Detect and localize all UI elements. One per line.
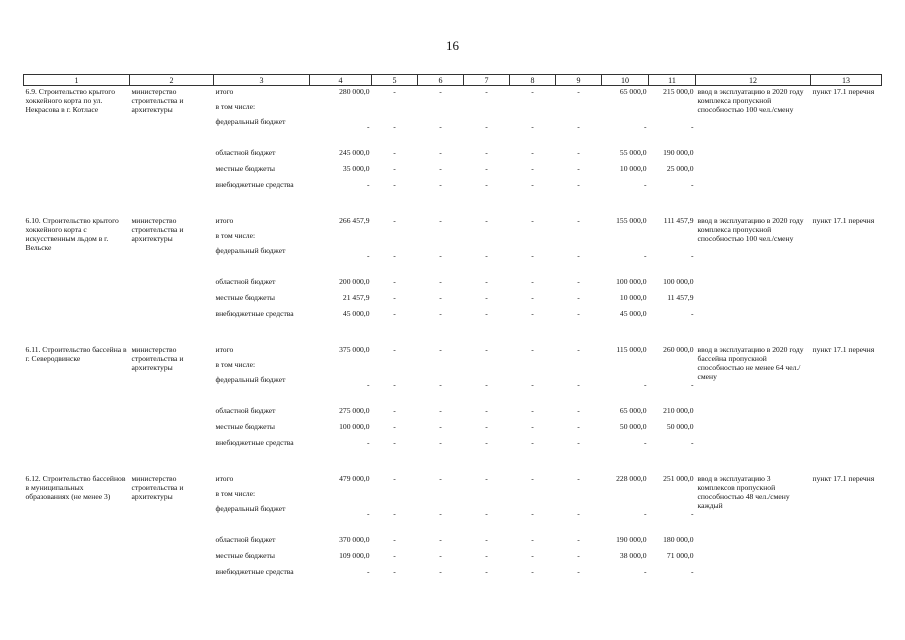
funding-source-label: в том числе:	[215, 489, 256, 498]
value-cell: 45 000,0	[619, 309, 647, 318]
executor: министерство строительства и архитектуры	[131, 87, 184, 114]
value-cell: -	[485, 551, 488, 560]
value-cell: -	[485, 474, 488, 483]
value-cell: -	[643, 180, 647, 189]
value-cell: -	[439, 474, 442, 483]
activity-name: 6.12. Строительство бассейнов в муниципальных образованиях (не менее 3)	[25, 474, 126, 501]
column-header: 11	[649, 75, 696, 86]
funding-source-label: областной бюджет	[215, 148, 276, 157]
value-cell: 45 000,0	[342, 309, 370, 318]
empty-cell	[649, 230, 696, 245]
expected-result: ввод в эксплуатацию в 2020 году бассейна пропускной способностью не менее 64 чел./смену	[697, 345, 804, 381]
value-cell: -	[393, 251, 396, 260]
value-cell: -	[531, 422, 534, 431]
value-cell: 479 000,0	[339, 474, 370, 483]
value-cell: -	[531, 87, 534, 96]
column-header: 1	[24, 75, 130, 86]
value-cell: -	[393, 380, 396, 389]
value-cell: 370 000,0	[339, 535, 370, 544]
value-cell: -	[577, 293, 580, 302]
expected-result: ввод в эксплуатацию в 2020 году комплекса пропускной способностью 100 чел./смену	[697, 87, 804, 114]
value-cell: -	[366, 122, 370, 131]
executor: министерство строительства и архитектуры	[131, 345, 184, 372]
value-cell: -	[439, 551, 442, 560]
value-cell: -	[439, 148, 442, 157]
value-cell: -	[393, 164, 396, 173]
value-cell: 50 000,0	[666, 422, 694, 431]
funding-source-label: местные бюджеты	[215, 293, 275, 302]
value-cell: -	[485, 438, 488, 447]
value-cell: 25 000,0	[666, 164, 694, 173]
value-cell: 155 000,0	[616, 216, 647, 225]
value-cell: -	[393, 474, 396, 483]
value-cell: -	[439, 422, 442, 431]
reference: пункт 17.1 перечня	[812, 216, 875, 225]
funding-source-label: федеральный бюджет	[215, 246, 286, 255]
empty-cell	[372, 101, 418, 116]
column-header: 9	[556, 75, 602, 86]
column-header: 3	[214, 75, 310, 86]
value-cell: 251 000,0	[663, 474, 694, 483]
value-cell: -	[643, 251, 647, 260]
empty-cell	[556, 230, 602, 245]
value-cell: -	[531, 345, 534, 354]
value-cell: -	[485, 567, 488, 576]
column-header: 8	[510, 75, 556, 86]
funding-source-label: федеральный бюджет	[215, 375, 286, 384]
value-cell: -	[531, 164, 534, 173]
empty-cell	[464, 230, 510, 245]
value-cell: 260 000,0	[663, 345, 694, 354]
empty-cell	[464, 101, 510, 116]
value-cell: -	[439, 277, 442, 286]
reference: пункт 17.1 перечня	[812, 87, 875, 96]
table-row	[24, 215, 882, 230]
value-cell: -	[485, 293, 488, 302]
executor: министерство строительства и архитектуры	[131, 474, 184, 501]
value-cell: -	[485, 406, 488, 415]
value-cell: -	[439, 406, 442, 415]
value-cell: -	[531, 309, 534, 318]
empty-cell	[418, 488, 464, 503]
executor: министерство строительства и архитектуры	[131, 216, 184, 243]
value-cell: -	[643, 438, 647, 447]
value-cell: -	[485, 216, 488, 225]
program-table	[23, 74, 882, 587]
value-cell: -	[439, 509, 442, 518]
value-cell: -	[366, 180, 370, 189]
funding-source-label: областной бюджет	[215, 406, 276, 415]
value-cell: -	[439, 293, 442, 302]
value-cell: -	[577, 87, 580, 96]
value-cell: -	[366, 251, 370, 260]
empty-cell	[602, 488, 649, 503]
expected-result: ввод в эксплуатацию в 2020 году комплекса пропускной способностью 100 чел./смену	[697, 216, 804, 243]
funding-source-label: местные бюджеты	[215, 164, 275, 173]
separator-cell	[24, 329, 882, 344]
value-cell: -	[643, 509, 647, 518]
empty-cell	[602, 230, 649, 245]
value-cell: -	[577, 567, 580, 576]
funding-source-label: областной бюджет	[215, 277, 276, 286]
value-cell: 190 000,0	[663, 148, 694, 157]
value-cell: -	[577, 277, 580, 286]
value-cell: 100 000,0	[663, 277, 694, 286]
value-cell: -	[366, 438, 370, 447]
empty-cell	[649, 359, 696, 374]
value-cell: -	[531, 438, 534, 447]
column-header: 13	[811, 75, 882, 86]
value-cell: -	[690, 180, 694, 189]
empty-cell	[310, 488, 372, 503]
value-cell: -	[393, 438, 396, 447]
table-row	[24, 473, 882, 488]
funding-source-label: в том числе:	[215, 102, 256, 111]
value-cell: -	[577, 148, 580, 157]
value-cell: -	[439, 380, 442, 389]
reference: пункт 17.1 перечня	[812, 474, 875, 483]
value-cell: -	[485, 309, 488, 318]
value-cell: -	[531, 551, 534, 560]
value-cell: 100 000,0	[339, 422, 370, 431]
funding-source-label: местные бюджеты	[215, 422, 275, 431]
empty-cell	[649, 101, 696, 116]
empty-cell	[556, 488, 602, 503]
value-cell: -	[366, 380, 370, 389]
value-cell: -	[485, 422, 488, 431]
value-cell: -	[366, 567, 370, 576]
column-header: 6	[418, 75, 464, 86]
value-cell: 266 457,9	[339, 216, 370, 225]
value-cell: -	[643, 380, 647, 389]
funding-source-label: федеральный бюджет	[215, 117, 286, 126]
value-cell: -	[393, 309, 396, 318]
value-cell: -	[531, 293, 534, 302]
value-cell: -	[531, 509, 534, 518]
value-cell: -	[690, 438, 694, 447]
value-cell: -	[531, 180, 534, 189]
value-cell: -	[393, 535, 396, 544]
value-cell: 10 000,0	[619, 293, 647, 302]
empty-cell	[510, 230, 556, 245]
value-cell: -	[393, 422, 396, 431]
value-cell: -	[485, 509, 488, 518]
value-cell: 180 000,0	[663, 535, 694, 544]
empty-cell	[418, 230, 464, 245]
value-cell: -	[439, 122, 442, 131]
activity-name: 6.10. Строительство крытого хоккейного корта с искусственным льдом в г. Вельске	[25, 216, 119, 252]
table-row	[24, 86, 882, 102]
value-cell: 71 000,0	[666, 551, 694, 560]
column-header: 2	[130, 75, 214, 86]
table-body	[24, 86, 882, 588]
value-cell: -	[577, 509, 580, 518]
value-cell: -	[531, 148, 534, 157]
value-cell: 215 000,0	[663, 87, 694, 96]
value-cell: 375 000,0	[339, 345, 370, 354]
value-cell: -	[690, 380, 694, 389]
empty-cell	[510, 101, 556, 116]
value-cell: -	[439, 535, 442, 544]
value-cell: -	[439, 180, 442, 189]
funding-source-label: в том числе:	[215, 231, 256, 240]
page-number: 16	[446, 38, 459, 53]
empty-cell	[510, 488, 556, 503]
value-cell: -	[531, 535, 534, 544]
value-cell: -	[577, 406, 580, 415]
value-cell: -	[531, 474, 534, 483]
separator-cell	[24, 458, 882, 473]
value-cell: 35 000,0	[342, 164, 370, 173]
value-cell: 200 000,0	[339, 277, 370, 286]
value-cell: -	[393, 122, 396, 131]
value-cell: -	[577, 251, 580, 260]
value-cell: -	[531, 380, 534, 389]
funding-source-label: местные бюджеты	[215, 551, 275, 560]
column-header: 5	[372, 75, 418, 86]
value-cell: 50 000,0	[619, 422, 647, 431]
empty-cell	[372, 359, 418, 374]
value-cell: -	[531, 567, 534, 576]
value-cell: 275 000,0	[339, 406, 370, 415]
empty-cell	[310, 359, 372, 374]
value-cell: -	[485, 380, 488, 389]
value-cell: -	[577, 535, 580, 544]
column-header: 7	[464, 75, 510, 86]
table-row	[24, 344, 882, 359]
value-cell: -	[577, 438, 580, 447]
value-cell: -	[577, 309, 580, 318]
value-cell: -	[485, 277, 488, 286]
value-cell: -	[366, 509, 370, 518]
value-cell: -	[439, 567, 442, 576]
funding-source-label: итого	[215, 474, 234, 483]
empty-cell	[372, 230, 418, 245]
value-cell: 228 000,0	[616, 474, 647, 483]
value-cell: 111 457,9	[663, 216, 694, 225]
column-header: 12	[696, 75, 811, 86]
value-cell: -	[643, 567, 647, 576]
value-cell: 38 000,0	[619, 551, 647, 560]
expected-result: ввод в эксплуатацию 3 комплексов пропускной способностью 48 чел./смену каждый	[697, 474, 790, 510]
activity-name: 6.9. Строительство крытого хоккейного корта по ул. Некрасова в г. Котласе	[25, 87, 116, 114]
value-cell: -	[439, 309, 442, 318]
block-separator	[24, 458, 882, 473]
value-cell: -	[531, 122, 534, 131]
empty-cell	[418, 359, 464, 374]
empty-cell	[464, 359, 510, 374]
value-cell: 109 000,0	[339, 551, 370, 560]
value-cell: -	[485, 535, 488, 544]
value-cell: -	[485, 164, 488, 173]
funding-source-label: внебюджетные средства	[215, 567, 294, 576]
funding-source-label: федеральный бюджет	[215, 504, 286, 513]
value-cell: -	[439, 216, 442, 225]
value-cell: 10 000,0	[619, 164, 647, 173]
value-cell: -	[577, 474, 580, 483]
value-cell: -	[393, 406, 396, 415]
value-cell: -	[393, 216, 396, 225]
value-cell: -	[577, 164, 580, 173]
value-cell: -	[577, 216, 580, 225]
value-cell: -	[643, 122, 647, 131]
funding-source-label: внебюджетные средства	[215, 309, 294, 318]
value-cell: -	[690, 567, 694, 576]
value-cell: 245 000,0	[339, 148, 370, 157]
value-cell: -	[485, 251, 488, 260]
empty-cell	[602, 359, 649, 374]
value-cell: -	[577, 180, 580, 189]
empty-cell	[556, 359, 602, 374]
value-cell: 210 000,0	[663, 406, 694, 415]
value-cell: 11 457,9	[667, 293, 694, 302]
value-cell: -	[393, 551, 396, 560]
value-cell: -	[531, 216, 534, 225]
value-cell: 55 000,0	[619, 148, 647, 157]
value-cell: -	[690, 509, 694, 518]
funding-source-label: итого	[215, 345, 234, 354]
column-numbers-row	[24, 75, 882, 86]
value-cell: -	[393, 293, 396, 302]
value-cell: -	[393, 509, 396, 518]
value-cell: -	[485, 87, 488, 96]
column-header: 10	[602, 75, 649, 86]
value-cell: -	[393, 148, 396, 157]
value-cell: -	[393, 87, 396, 96]
value-cell: -	[393, 277, 396, 286]
value-cell: -	[577, 380, 580, 389]
value-cell: -	[393, 567, 396, 576]
value-cell: 100 000,0	[616, 277, 647, 286]
block-separator	[24, 329, 882, 344]
empty-cell	[310, 230, 372, 245]
value-cell: -	[485, 148, 488, 157]
value-cell: 65 000,0	[619, 406, 647, 415]
value-cell: -	[439, 438, 442, 447]
value-cell: -	[393, 345, 396, 354]
separator-cell	[24, 200, 882, 215]
value-cell: -	[531, 277, 534, 286]
funding-source-label: областной бюджет	[215, 535, 276, 544]
funding-source-label: итого	[215, 87, 234, 96]
funding-source-label: внебюджетные средства	[215, 438, 294, 447]
funding-source-label: итого	[215, 216, 234, 225]
value-cell: -	[690, 122, 694, 131]
value-cell: -	[531, 406, 534, 415]
value-cell: 280 000,0	[339, 87, 370, 96]
value-cell: 65 000,0	[619, 87, 647, 96]
value-cell: -	[577, 345, 580, 354]
empty-cell	[649, 488, 696, 503]
value-cell: -	[577, 422, 580, 431]
funding-source-label: внебюджетные средства	[215, 180, 294, 189]
funding-source-label: в том числе:	[215, 360, 256, 369]
activity-name: 6.11. Строительство бассейна в г. Северодвинске	[25, 345, 127, 363]
value-cell: -	[577, 551, 580, 560]
empty-cell	[418, 101, 464, 116]
value-cell: -	[577, 122, 580, 131]
value-cell: -	[439, 87, 442, 96]
value-cell: -	[393, 180, 396, 189]
value-cell: -	[690, 309, 694, 318]
block-separator	[24, 200, 882, 215]
empty-cell	[556, 101, 602, 116]
value-cell: -	[485, 345, 488, 354]
value-cell: 21 457,9	[342, 293, 370, 302]
value-cell: 190 000,0	[616, 535, 647, 544]
empty-cell	[310, 101, 372, 116]
empty-cell	[602, 101, 649, 116]
value-cell: -	[485, 180, 488, 189]
value-cell: 115 000,0	[616, 345, 647, 354]
empty-cell	[464, 488, 510, 503]
value-cell: -	[690, 251, 694, 260]
value-cell: -	[485, 122, 488, 131]
value-cell: -	[439, 345, 442, 354]
value-cell: -	[531, 251, 534, 260]
empty-cell	[372, 488, 418, 503]
value-cell: -	[439, 251, 442, 260]
value-cell: -	[439, 164, 442, 173]
reference: пункт 17.1 перечня	[812, 345, 875, 354]
column-header: 4	[310, 75, 372, 86]
empty-cell	[510, 359, 556, 374]
